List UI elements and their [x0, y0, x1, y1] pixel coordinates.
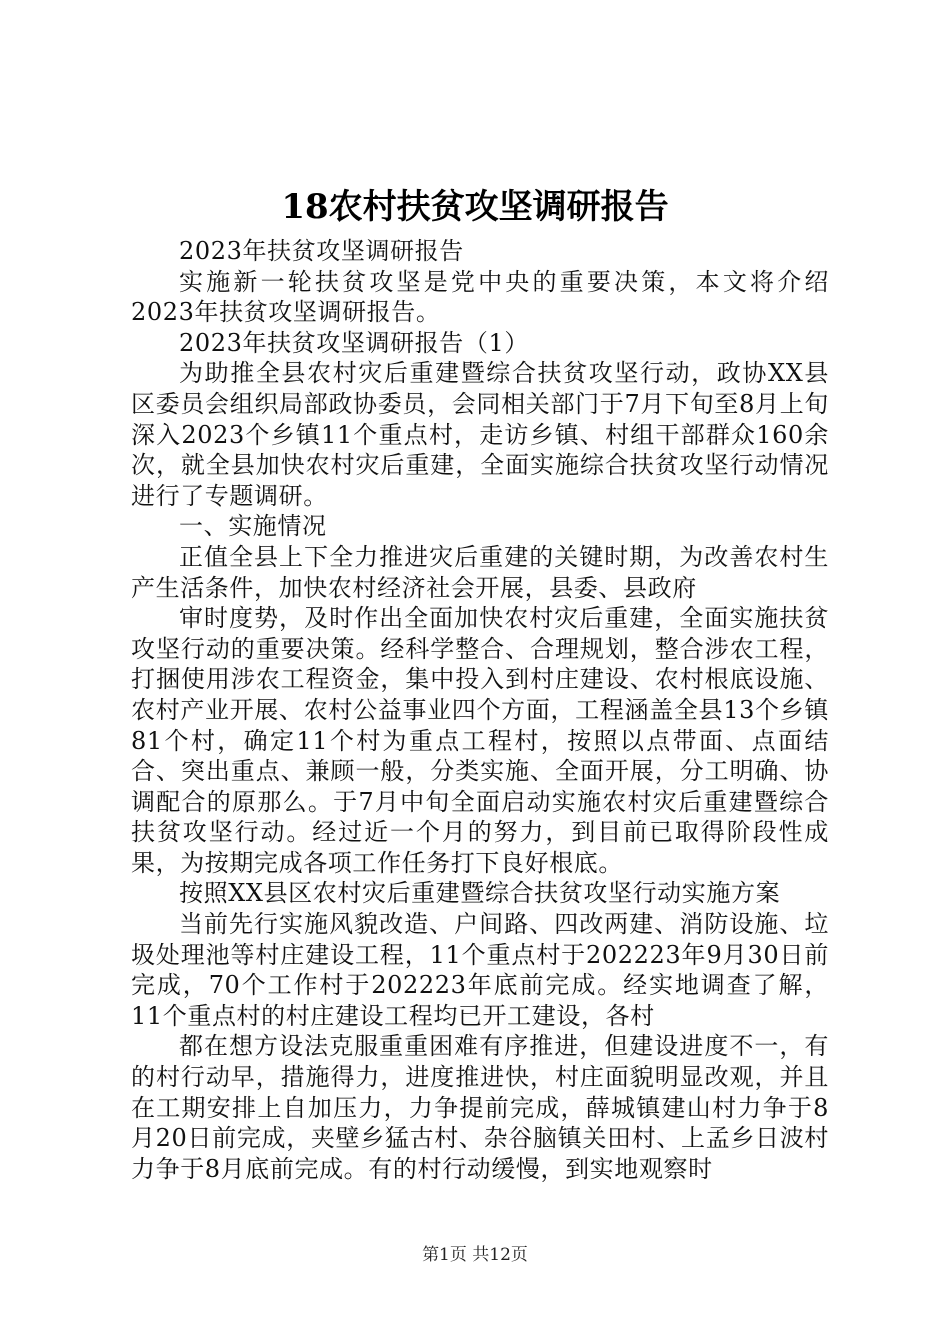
paragraph: 当前先行实施风貌改造、户间路、四改两建、消防设施、垃圾处理池等村庄建设工程，11个重点村于202223年9月30日前完成，70个工作村于202223年底前完成。经实地调查了解，11个重点村的村庄建设工程均已开工建设，各村	[131, 910, 829, 1030]
paragraph: 为助推全县农村灾后重建暨综合扶贫攻坚行动，政协XX县区委员会组织局部政协委员，会同相关部门于7月下旬至8月上旬深入2023个乡镇11个重点村，走访乡镇、村组干部群众160余次，就全县加快农村灾后重建，全面实施综合扶贫攻坚行动情况进行了专题调研。	[131, 359, 829, 510]
section-heading: 一、实施情况	[179, 512, 327, 541]
paragraph: 审时度势，及时作出全面加快农村灾后重建，全面实施扶贫攻坚行动的重要决策。经科学整合、合理规划，整合涉农工程，打捆使用涉农工程资金，集中投入到村庄建设、农村根底设施、农村产业开展、农村公益事业四个方面，工程涵盖全县13个乡镇81个村，确定11个村为重点工程村，按照以点带面、点面结合、突出重点、兼顾一般，分类实施、全面开展，分工明确、协调配合的原那么。于7月中旬全面启动实施农村灾后重建暨综合扶贫攻坚行动。经过近一个月的努力，到目前已取得阶段性成果，为按期完成各项工作任务打下良好根底。	[131, 604, 829, 877]
paragraph: 实施新一轮扶贫攻坚是党中央的重要决策，本文将介绍2023年扶贫攻坚调研报告。	[131, 267, 829, 327]
paragraph: 2023年扶贫攻坚调研报告	[179, 237, 464, 265]
paragraph: 正值全县上下全力推进灾后重建的关键时期，为改善农村生产生活条件，加快农村经济社会开展，县委、县政府	[131, 542, 829, 602]
page-footer: 第1页 共12页	[422, 1245, 528, 1265]
document-title: 18农村扶贫攻坚调研报告	[281, 187, 669, 227]
paragraph: 都在想方设法克服重重困难有序推进，但建设进度不一，有的村行动早，措施得力，进度推进快，村庄面貌明显改观，并且在工期安排上自加压力，力争提前完成，薛城镇建山村力争于8月20日前完成，夹壁乡猛古村、杂谷脑镇关田村、上孟乡日波村力争于8月底前完成。有的村行动缓慢，到实地观察时	[131, 1032, 829, 1183]
paragraph: 2023年扶贫攻坚调研报告（1）	[179, 328, 529, 357]
document-body	[131, 236, 829, 1184]
paragraph: 按照XX县区农村灾后重建暨综合扶贫攻坚行动实施方案	[179, 879, 781, 908]
